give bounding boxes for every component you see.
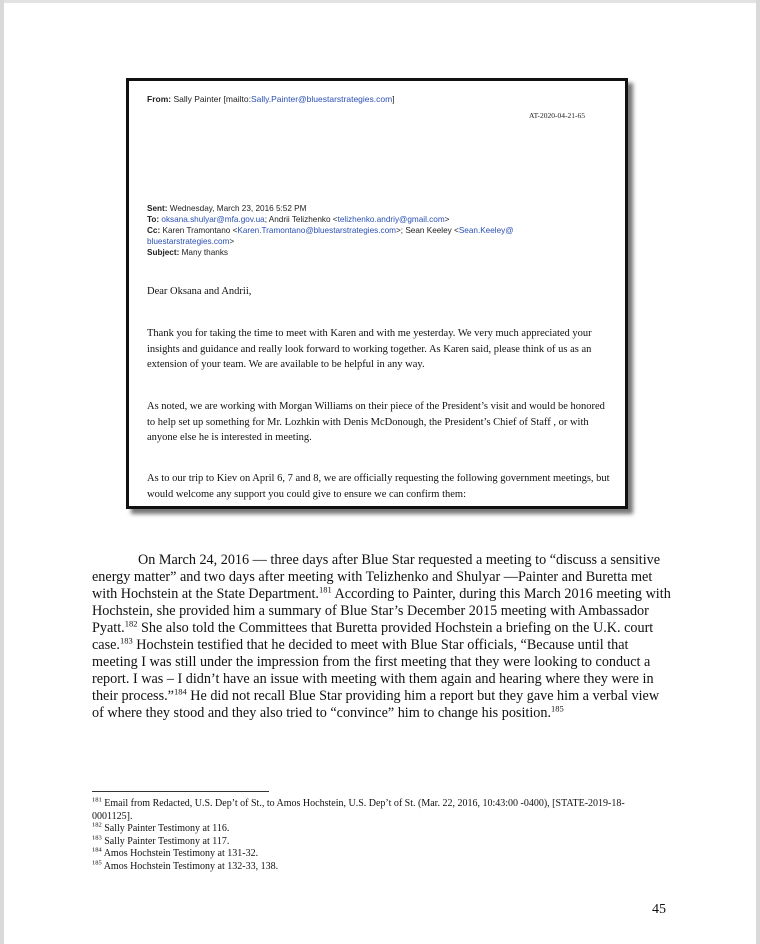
cc-close: > xyxy=(229,237,235,246)
email-from-line xyxy=(147,94,395,104)
footnote-text: Email from Redacted, U.S. Dep’t of St., to Amos Hochstein, U.S. Dep’t of St. (Mar. 22, 2016, 10:43:00 -0400), [STATE-2019-18-0001125]. xyxy=(92,798,625,822)
email-greeting: Dear Oksana and Andrii, xyxy=(147,286,252,297)
cc-email-link-2a[interactable]: Sean.Keeley@ xyxy=(458,226,514,235)
page-border-right xyxy=(756,0,760,944)
to-email-link-2[interactable]: telizhenko.andriy@gmail.com xyxy=(337,215,445,224)
sent-value: Wednesday, March 23, 2016 5:52 PM xyxy=(169,204,307,213)
subject-value: Many thanks xyxy=(181,248,229,257)
page-number: 45 xyxy=(652,902,666,917)
footnote-ref-182[interactable]: 182 xyxy=(124,618,138,629)
sentence-1: On March 24, 2016 — three days after Blue Star requested a meeting to “discuss a sensitive energy matter” and two days after meeting with Telizhenko and Shulyar —Painter and Buretta met with Hochstein at the State Department. xyxy=(92,552,661,602)
footnote-text: Sally Painter Testimony at 116. xyxy=(101,823,230,835)
footnote-text: Amos Hochstein Testimony at 132-33, 138. xyxy=(101,860,279,872)
page-border-top xyxy=(0,0,760,3)
footnote-text: Sally Painter Testimony at 117. xyxy=(101,835,230,847)
footnote-ref-181[interactable]: 181 xyxy=(318,584,332,595)
from-close: ] xyxy=(392,94,395,104)
page-border-left xyxy=(0,0,4,944)
footnote-181 xyxy=(92,798,662,823)
embedded-email-image xyxy=(126,78,628,509)
cc-email-link-2b[interactable]: bluestarstrategies.com xyxy=(147,237,230,246)
to-email-link-1[interactable]: oksana.shulyar@mfa.gov.ua xyxy=(161,215,265,224)
body-paragraph xyxy=(92,552,672,722)
cc-label: Cc: xyxy=(147,226,161,235)
to-close: > xyxy=(444,215,450,224)
footnote-182 xyxy=(92,823,662,836)
cc-email-link-1[interactable]: Karen.Tramontano@bluestarstrategies.com xyxy=(237,226,396,235)
footnote-number: 181 xyxy=(92,796,102,804)
from-name: Sally Painter [mailto: xyxy=(173,94,251,104)
email-paragraph-1: Thank you for taking the time to meet with Karen and with me yesterday. We very much appreciated your insights and guidance and really look forward to working together. As Karen said, please think of us as an extension of your team. We are available to be helpful in any way. xyxy=(147,328,592,370)
from-label: From: xyxy=(147,94,172,104)
email-paragraph-3: As to our trip to Kiev on April 6, 7 and 8, we are officially requesting the following government meetings, but would welcome any support you could give to ensure we can confirm them: xyxy=(147,473,610,500)
sent-label: Sent: xyxy=(147,204,168,213)
sentence-4: Hochstein testified that he decided to meet with Blue Star officials, “Because until that meeting I was still under the impression from the first meeting that they were looking to conduct a report. I was – I didn’t have an issue with meeting with them again and hearing where they were in their process.” xyxy=(92,637,654,704)
document-id-stamp: AT-2020-04-21-65 xyxy=(529,111,585,120)
footnote-185 xyxy=(92,861,662,874)
footnote-ref-183[interactable]: 183 xyxy=(119,635,133,646)
from-email-link[interactable]: Sally.Painter@bluestarstrategies.com xyxy=(250,94,393,104)
cc-mid: >; Sean Keeley < xyxy=(396,226,459,235)
email-paragraph-2: As noted, we are working with Morgan Williams on their piece of the President’s visit and would be honored to help set up something for Mr. Lozhkin with Denis McDonough, the President’s Chief of Staff , or with anyone else he is interested in meeting. xyxy=(147,401,605,443)
cc-name-1: Karen Tramontano < xyxy=(162,226,238,235)
cc-line xyxy=(147,225,587,247)
footnote-183 xyxy=(92,836,662,849)
footnote-number: 183 xyxy=(92,834,102,842)
email-header-block xyxy=(147,203,587,258)
to-label: To: xyxy=(147,215,160,224)
footnotes xyxy=(92,798,662,874)
sent-line xyxy=(147,203,587,214)
body-text xyxy=(92,552,672,722)
subject-line xyxy=(147,247,587,258)
footnote-number: 184 xyxy=(92,847,102,855)
subject-label: Subject: xyxy=(147,248,180,257)
sentence-5: He did not recall Blue Star providing him a report but they gave him a verbal view of where they stood and they also tried to “convince” him to change his position. xyxy=(92,688,660,721)
footnote-184 xyxy=(92,848,662,861)
footnote-ref-184[interactable]: 184 xyxy=(173,686,187,697)
to-line xyxy=(147,214,587,225)
footnote-number: 185 xyxy=(92,859,102,867)
footnote-separator xyxy=(92,791,269,792)
footnote-number: 182 xyxy=(92,821,102,829)
footnote-ref-185[interactable]: 185 xyxy=(551,703,564,714)
footnote-text: Amos Hochstein Testimony at 131-32. xyxy=(101,848,259,860)
to-mid: ; Andrii Telizhenko < xyxy=(264,215,338,224)
sentence-3: She also told the Committees that Buretta provided Hochstein a briefing on the U.K. court case. xyxy=(92,620,654,653)
sentence-2: According to Painter, during this March 2016 meeting with Hochstein, she provided him a summary of Blue Star’s December 2015 meeting with Ambassador Pyatt. xyxy=(92,586,671,636)
